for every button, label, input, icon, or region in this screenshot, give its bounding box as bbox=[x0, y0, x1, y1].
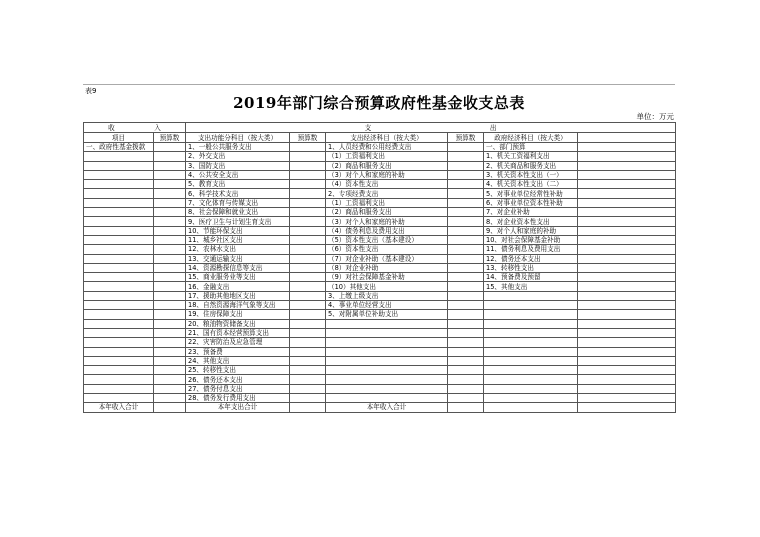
empty-cell bbox=[578, 291, 676, 300]
row-budget-2 bbox=[290, 384, 326, 393]
row-budget-3 bbox=[448, 254, 484, 263]
row-item bbox=[84, 347, 154, 356]
row-govecon: 6、对事业单位资本性补助 bbox=[484, 198, 578, 207]
row-func: 25、转移性支出 bbox=[186, 366, 290, 375]
row-budget-3 bbox=[448, 375, 484, 384]
row-econ bbox=[326, 356, 448, 365]
empty-cell bbox=[578, 189, 676, 198]
row-item bbox=[84, 282, 154, 291]
row-func: 24、其他支出 bbox=[186, 356, 290, 365]
row-budget-1 bbox=[154, 319, 186, 328]
table-row bbox=[84, 189, 676, 198]
empty-cell bbox=[578, 282, 676, 291]
col-budget-header-2: 预算数 bbox=[290, 133, 326, 143]
header-row-1 bbox=[84, 123, 676, 133]
table-row bbox=[84, 319, 676, 328]
row-func: 11、城乡社区支出 bbox=[186, 235, 290, 244]
table-row bbox=[84, 273, 676, 282]
col-func-header: 支出功能分科目（按大类） bbox=[186, 133, 290, 143]
empty-cell bbox=[578, 208, 676, 217]
col-econ-header: 支出经济科目（按大类） bbox=[326, 133, 448, 143]
row-budget-3 bbox=[448, 152, 484, 161]
row-budget-3 bbox=[448, 180, 484, 189]
row-item bbox=[84, 161, 154, 170]
row-govecon: 10、对社会保障基金补助 bbox=[484, 235, 578, 244]
table-row bbox=[84, 226, 676, 235]
row-budget-1 bbox=[154, 394, 186, 403]
table-row bbox=[84, 394, 676, 403]
row-budget-1 bbox=[154, 189, 186, 198]
empty-cell bbox=[578, 198, 676, 207]
empty-cell bbox=[578, 143, 676, 152]
empty-cell bbox=[578, 152, 676, 161]
empty-cell bbox=[578, 180, 676, 189]
row-budget-3 bbox=[448, 226, 484, 235]
empty-cell bbox=[578, 226, 676, 235]
row-budget-3 bbox=[448, 263, 484, 272]
header-row-2 bbox=[84, 133, 676, 143]
row-func: 20、粮油物资储备支出 bbox=[186, 319, 290, 328]
row-econ bbox=[326, 366, 448, 375]
row-budget-3 bbox=[448, 394, 484, 403]
sheet-top-border bbox=[83, 84, 675, 85]
row-budget-1 bbox=[154, 198, 186, 207]
empty-cell bbox=[578, 384, 676, 393]
table-row bbox=[84, 263, 676, 272]
row-budget-3 bbox=[448, 161, 484, 170]
row-budget-2 bbox=[290, 245, 326, 254]
row-func: 28、债务发行费用支出 bbox=[186, 394, 290, 403]
row-item bbox=[84, 198, 154, 207]
row-govecon bbox=[484, 328, 578, 337]
row-govecon: 5、对事业单位经常性补助 bbox=[484, 189, 578, 198]
row-econ: （4）资本性支出 bbox=[326, 180, 448, 189]
row-item bbox=[84, 273, 154, 282]
col-item-header: 项目 bbox=[84, 133, 154, 143]
row-budget-1 bbox=[154, 235, 186, 244]
row-govecon bbox=[484, 375, 578, 384]
row-budget-2 bbox=[290, 328, 326, 337]
row-govecon bbox=[484, 356, 578, 365]
row-govecon: 15、其他支出 bbox=[484, 282, 578, 291]
row-budget-3 bbox=[448, 273, 484, 282]
row-budget-2 bbox=[290, 170, 326, 179]
row-budget-1 bbox=[154, 254, 186, 263]
row-budget-2 bbox=[290, 375, 326, 384]
empty-cell bbox=[578, 338, 676, 347]
row-budget-1 bbox=[154, 217, 186, 226]
row-budget-2 bbox=[290, 161, 326, 170]
expense-total-label: 本年支出合计 bbox=[186, 403, 290, 412]
row-govecon bbox=[484, 394, 578, 403]
empty-cell bbox=[578, 310, 676, 319]
row-budget-2 bbox=[290, 189, 326, 198]
row-budget-3 bbox=[448, 245, 484, 254]
row-budget-2 bbox=[290, 301, 326, 310]
col-budget-header-1: 预算数 bbox=[154, 133, 186, 143]
row-item bbox=[84, 384, 154, 393]
row-budget-3 bbox=[448, 189, 484, 198]
row-govecon bbox=[484, 301, 578, 310]
table-row bbox=[84, 310, 676, 319]
table-row bbox=[84, 152, 676, 161]
row-func: 18、自然资源海洋气象等支出 bbox=[186, 301, 290, 310]
table-row bbox=[84, 384, 676, 393]
table-row bbox=[84, 328, 676, 337]
unit-label: 单位：万元 bbox=[636, 112, 674, 121]
row-budget-2 bbox=[290, 356, 326, 365]
row-func: 10、节能环保支出 bbox=[186, 226, 290, 235]
row-budget-3 bbox=[448, 319, 484, 328]
row-item bbox=[84, 152, 154, 161]
row-budget-3 bbox=[448, 338, 484, 347]
row-item bbox=[84, 263, 154, 272]
row-govecon: 9、对个人和家庭的补助 bbox=[484, 226, 578, 235]
row-econ bbox=[326, 347, 448, 356]
row-budget-3 bbox=[448, 170, 484, 179]
row-budget-1 bbox=[154, 161, 186, 170]
row-func: 13、交通运输支出 bbox=[186, 254, 290, 263]
empty-cell bbox=[578, 263, 676, 272]
empty-cell bbox=[578, 254, 676, 263]
row-econ bbox=[326, 394, 448, 403]
total-budget-1 bbox=[154, 403, 186, 412]
row-econ: 5、对附属单位补助支出 bbox=[326, 310, 448, 319]
row-budget-2 bbox=[290, 198, 326, 207]
table-row bbox=[84, 291, 676, 300]
row-govecon bbox=[484, 366, 578, 375]
row-govecon bbox=[484, 319, 578, 328]
row-budget-1 bbox=[154, 226, 186, 235]
row-func: 5、教育支出 bbox=[186, 180, 290, 189]
row-budget-2 bbox=[290, 347, 326, 356]
row-item bbox=[84, 375, 154, 384]
row-budget-3 bbox=[448, 282, 484, 291]
row-econ: 1、人员经费和公用经费支出 bbox=[326, 143, 448, 152]
empty-cell bbox=[578, 217, 676, 226]
row-budget-1 bbox=[154, 356, 186, 365]
row-budget-2 bbox=[290, 338, 326, 347]
empty-cell bbox=[578, 245, 676, 254]
empty-cell bbox=[578, 403, 676, 412]
row-govecon: 12、债务还本支出 bbox=[484, 254, 578, 263]
row-budget-3 bbox=[448, 291, 484, 300]
row-govecon: 4、机关资本性支出（二） bbox=[484, 180, 578, 189]
row-budget-1 bbox=[154, 310, 186, 319]
table-row bbox=[84, 254, 676, 263]
row-govecon: 3、机关资本性支出（一） bbox=[484, 170, 578, 179]
table-row bbox=[84, 375, 676, 384]
row-item bbox=[84, 328, 154, 337]
table-row bbox=[84, 198, 676, 207]
row-govecon bbox=[484, 338, 578, 347]
row-item bbox=[84, 254, 154, 263]
empty-cell bbox=[578, 356, 676, 365]
empty-cell bbox=[578, 366, 676, 375]
row-budget-2 bbox=[290, 226, 326, 235]
empty-cell bbox=[578, 301, 676, 310]
row-budget-3 bbox=[448, 217, 484, 226]
row-econ: （1）工资福利支出 bbox=[326, 152, 448, 161]
table-row bbox=[84, 170, 676, 179]
row-func: 21、国有资本经营预算支出 bbox=[186, 328, 290, 337]
row-budget-2 bbox=[290, 319, 326, 328]
row-item bbox=[84, 245, 154, 254]
row-econ bbox=[326, 328, 448, 337]
row-item: 一、政府性基金拨款 bbox=[84, 143, 154, 152]
row-econ: （3）对个人和家庭的补助 bbox=[326, 170, 448, 179]
col-budget-header-3: 预算数 bbox=[448, 133, 484, 143]
row-govecon bbox=[484, 291, 578, 300]
row-func: 15、商业服务业等支出 bbox=[186, 273, 290, 282]
row-govecon bbox=[484, 310, 578, 319]
row-item bbox=[84, 217, 154, 226]
table-row bbox=[84, 217, 676, 226]
row-func: 8、社会保障和就业支出 bbox=[186, 208, 290, 217]
income-header: 收 入 bbox=[84, 123, 186, 133]
row-econ: （2）商品和服务支出 bbox=[326, 208, 448, 217]
table-number: 表9 bbox=[85, 87, 97, 95]
row-govecon: 1、机关工资福利支出 bbox=[484, 152, 578, 161]
empty-cell bbox=[578, 375, 676, 384]
row-econ: 3、上缴上级支出 bbox=[326, 291, 448, 300]
row-budget-2 bbox=[290, 152, 326, 161]
row-budget-3 bbox=[448, 208, 484, 217]
row-econ bbox=[326, 375, 448, 384]
income-total-label-2: 本年收入合计 bbox=[326, 403, 448, 412]
row-item bbox=[84, 394, 154, 403]
row-budget-2 bbox=[290, 217, 326, 226]
row-budget-2 bbox=[290, 143, 326, 152]
row-budget-3 bbox=[448, 384, 484, 393]
row-govecon: 一、部门预算 bbox=[484, 143, 578, 152]
row-budget-2 bbox=[290, 310, 326, 319]
row-item bbox=[84, 356, 154, 365]
row-econ bbox=[326, 384, 448, 393]
row-econ: （5）资本性支出（基本建设） bbox=[326, 235, 448, 244]
row-func: 1、一般公共服务支出 bbox=[186, 143, 290, 152]
row-budget-2 bbox=[290, 282, 326, 291]
row-econ bbox=[326, 338, 448, 347]
row-budget-2 bbox=[290, 254, 326, 263]
row-budget-1 bbox=[154, 273, 186, 282]
row-govecon bbox=[484, 384, 578, 393]
row-econ: （10）其他支出 bbox=[326, 282, 448, 291]
table-row bbox=[84, 235, 676, 244]
empty-cell bbox=[578, 394, 676, 403]
row-budget-2 bbox=[290, 263, 326, 272]
total-row bbox=[84, 403, 676, 412]
row-func: 6、科学技术支出 bbox=[186, 189, 290, 198]
row-item bbox=[84, 189, 154, 198]
row-func: 9、医疗卫生与计划生育支出 bbox=[186, 217, 290, 226]
row-budget-1 bbox=[154, 375, 186, 384]
row-govecon: 13、转移性支出 bbox=[484, 263, 578, 272]
row-budget-3 bbox=[448, 235, 484, 244]
row-budget-1 bbox=[154, 208, 186, 217]
row-budget-3 bbox=[448, 347, 484, 356]
row-item bbox=[84, 291, 154, 300]
row-govecon: 14、预备费及预留 bbox=[484, 273, 578, 282]
row-budget-3 bbox=[448, 301, 484, 310]
row-budget-2 bbox=[290, 273, 326, 282]
row-func: 12、农林水支出 bbox=[186, 245, 290, 254]
row-item bbox=[84, 310, 154, 319]
row-budget-2 bbox=[290, 394, 326, 403]
row-econ bbox=[326, 319, 448, 328]
table-row bbox=[84, 347, 676, 356]
row-budget-1 bbox=[154, 282, 186, 291]
row-budget-1 bbox=[154, 180, 186, 189]
row-econ: （8）对企业补助 bbox=[326, 263, 448, 272]
row-budget-1 bbox=[154, 301, 186, 310]
row-budget-3 bbox=[448, 143, 484, 152]
row-budget-1 bbox=[154, 263, 186, 272]
row-func: 14、资源勘探信息等支出 bbox=[186, 263, 290, 272]
row-econ: （3）对个人和家庭的补助 bbox=[326, 217, 448, 226]
empty-cell bbox=[578, 273, 676, 282]
table-row bbox=[84, 282, 676, 291]
row-econ: （6）资本性支出 bbox=[326, 245, 448, 254]
row-func: 22、灾害防治及应急管理 bbox=[186, 338, 290, 347]
row-econ: 4、事业单位经营支出 bbox=[326, 301, 448, 310]
empty-cell bbox=[578, 235, 676, 244]
row-item bbox=[84, 338, 154, 347]
row-budget-3 bbox=[448, 328, 484, 337]
table-row bbox=[84, 161, 676, 170]
row-func: 23、预备费 bbox=[186, 347, 290, 356]
row-func: 16、金融支出 bbox=[186, 282, 290, 291]
row-item bbox=[84, 235, 154, 244]
row-budget-1 bbox=[154, 338, 186, 347]
empty-cell bbox=[578, 328, 676, 337]
row-budget-3 bbox=[448, 366, 484, 375]
row-govecon bbox=[484, 347, 578, 356]
row-econ: （2）商品和服务支出 bbox=[326, 161, 448, 170]
page-title: 2019年部门综合预算政府性基金收支总表 bbox=[233, 94, 525, 112]
table-row bbox=[84, 143, 676, 152]
row-budget-1 bbox=[154, 384, 186, 393]
row-func: 26、债务还本支出 bbox=[186, 375, 290, 384]
row-budget-1 bbox=[154, 152, 186, 161]
empty-cell bbox=[578, 133, 676, 143]
row-item bbox=[84, 208, 154, 217]
row-func: 3、国防支出 bbox=[186, 161, 290, 170]
row-budget-3 bbox=[448, 310, 484, 319]
row-budget-2 bbox=[290, 291, 326, 300]
row-govecon: 7、对企业补助 bbox=[484, 208, 578, 217]
row-item bbox=[84, 319, 154, 328]
empty-cell bbox=[578, 161, 676, 170]
income-total-label: 本年收入合计 bbox=[84, 403, 154, 412]
row-budget-2 bbox=[290, 208, 326, 217]
row-item bbox=[84, 301, 154, 310]
row-func: 2、外交支出 bbox=[186, 152, 290, 161]
empty-cell bbox=[484, 403, 578, 412]
row-econ: 2、专项经费支出 bbox=[326, 189, 448, 198]
row-budget-1 bbox=[154, 291, 186, 300]
table-row bbox=[84, 245, 676, 254]
row-econ: （7）对企业补助（基本建设） bbox=[326, 254, 448, 263]
table-row bbox=[84, 301, 676, 310]
row-budget-1 bbox=[154, 328, 186, 337]
row-budget-2 bbox=[290, 366, 326, 375]
row-func: 27、债务付息支出 bbox=[186, 384, 290, 393]
total-budget-2 bbox=[290, 403, 326, 412]
row-govecon: 2、机关商品和服务支出 bbox=[484, 161, 578, 170]
table-row bbox=[84, 180, 676, 189]
row-func: 19、住房保障支出 bbox=[186, 310, 290, 319]
row-item bbox=[84, 366, 154, 375]
row-budget-1 bbox=[154, 245, 186, 254]
total-budget-3 bbox=[448, 403, 484, 412]
row-item bbox=[84, 226, 154, 235]
row-budget-3 bbox=[448, 356, 484, 365]
row-govecon: 8、对企业资本性支出 bbox=[484, 217, 578, 226]
row-budget-1 bbox=[154, 347, 186, 356]
row-func: 7、文化体育与传媒支出 bbox=[186, 198, 290, 207]
row-item bbox=[84, 170, 154, 179]
row-budget-1 bbox=[154, 143, 186, 152]
empty-cell bbox=[578, 347, 676, 356]
expense-header: 支 出 bbox=[186, 123, 676, 133]
empty-cell bbox=[578, 170, 676, 179]
col-govecon-header: 政府经济科目（按大类） bbox=[484, 133, 578, 143]
row-budget-3 bbox=[448, 198, 484, 207]
row-budget-1 bbox=[154, 170, 186, 179]
table-row bbox=[84, 208, 676, 217]
row-budget-1 bbox=[154, 366, 186, 375]
row-econ: （9）对社会保障基金补助 bbox=[326, 273, 448, 282]
empty-cell bbox=[578, 319, 676, 328]
row-econ: （4）债务利息及费用支出 bbox=[326, 226, 448, 235]
table-row bbox=[84, 366, 676, 375]
row-item bbox=[84, 180, 154, 189]
row-func: 17、援助其他地区支出 bbox=[186, 291, 290, 300]
row-func: 4、公共安全支出 bbox=[186, 170, 290, 179]
budget-table bbox=[83, 122, 676, 413]
row-budget-2 bbox=[290, 235, 326, 244]
table-row bbox=[84, 338, 676, 347]
row-govecon: 11、债务利息及费用支出 bbox=[484, 245, 578, 254]
row-budget-2 bbox=[290, 180, 326, 189]
table-row bbox=[84, 356, 676, 365]
row-econ: （1）工资福利支出 bbox=[326, 198, 448, 207]
